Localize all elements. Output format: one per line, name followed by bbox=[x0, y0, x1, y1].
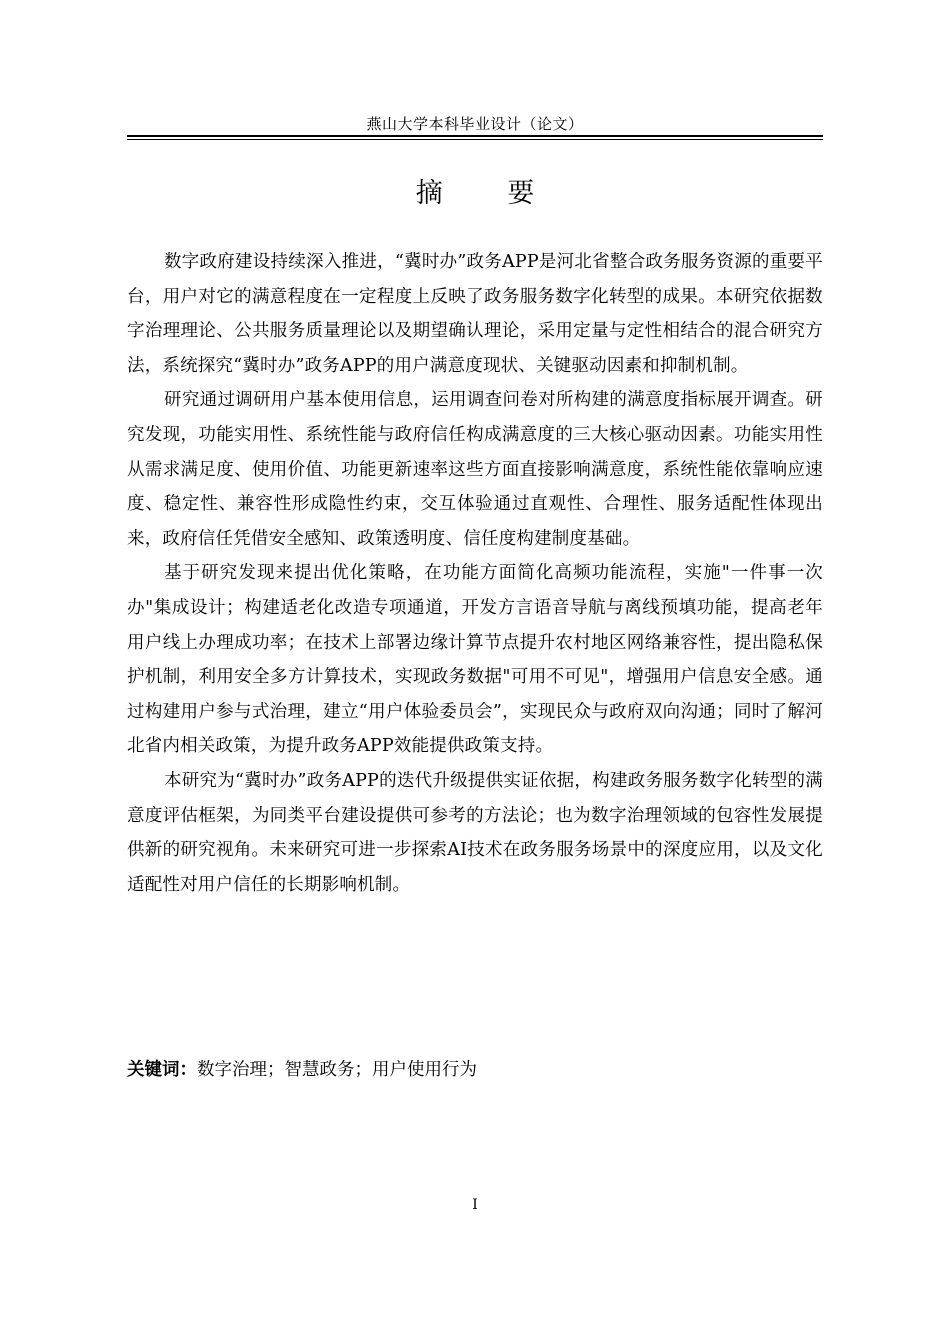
abstract-paragraph-1: 数字政府建设持续深入推进，“冀时办”政务APP是河北省整合政务服务资源的重要平台，用户对它的满意程度在一定程度上反映了政务服务数字化转型的成果。本研究依据数字治理理论、公共服务质量理论以及期望确认理论，采用定量与定性相结合的混合研究方法，系统探究“冀时办”政务APP的用户满意度现状、关键驱动因素和抑制机制。 bbox=[127, 252, 823, 376]
abstract-paragraph-4: 本研究为“冀时办”政务APP的迭代升级提供实证依据，构建政务服务数字化转型的满意度评估框架，为同类平台建设提供可参考的方法论；也为数字治理领域的包容性发展提供新的研究视角。未来研究可进一步探索AI技术在政务服务场景中的深度应用，以及文化适配性对用户信任的长期影响机制。 bbox=[127, 770, 823, 895]
keywords-label: 关键词： bbox=[127, 1060, 197, 1080]
keywords-value: 数字治理；智慧政务；用户使用行为 bbox=[197, 1060, 477, 1080]
header-rule-thin bbox=[127, 139, 823, 140]
abstract-body bbox=[127, 245, 823, 902]
page-number: I bbox=[472, 1197, 478, 1213]
header-rule-thick bbox=[127, 135, 823, 137]
abstract-paragraph-3: 基于研究发现来提出优化策略，在功能方面简化高频功能流程，实施"一件事一次办"集成设计；构建适老化改造专项通道，开发方言语音导航与离线预填功能，提高老年用户线上办理成功率；在技术上部署边缘计算节点提升农村地区网络兼容性，提出隐私保护机制，利用安全多方计算技术，实现政务数据"可用不可见"，增强用户信息安全感。通过构建用户参与式治理，建立“用户体验委员会”，实现民众与政府双向沟通；同时了解河北省内相关政策，为提升政务APP效能提供政策支持。 bbox=[127, 563, 823, 757]
abstract-title: 摘 要 bbox=[415, 178, 563, 209]
abstract-paragraph-2: 研究通过调研用户基本使用信息，运用调查问卷对所构建的满意度指标展开调查。研究发现，功能实用性、系统性能与政府信任构成满意度的三大核心驱动因素。功能实用性从需求满足度、使用价值、功能更新速率这些方面直接影响满意度，系统性能依靠响应速度、稳定性、兼容性形成隐性约束，交互体验通过直观性、合理性、服务适配性体现出来，政府信任凭借安全感知、政策透明度、信任度构建制度基础。 bbox=[127, 390, 823, 549]
running-header: 燕山大学本科毕业设计（论文） bbox=[366, 115, 584, 133]
keywords-line bbox=[127, 1055, 823, 1085]
